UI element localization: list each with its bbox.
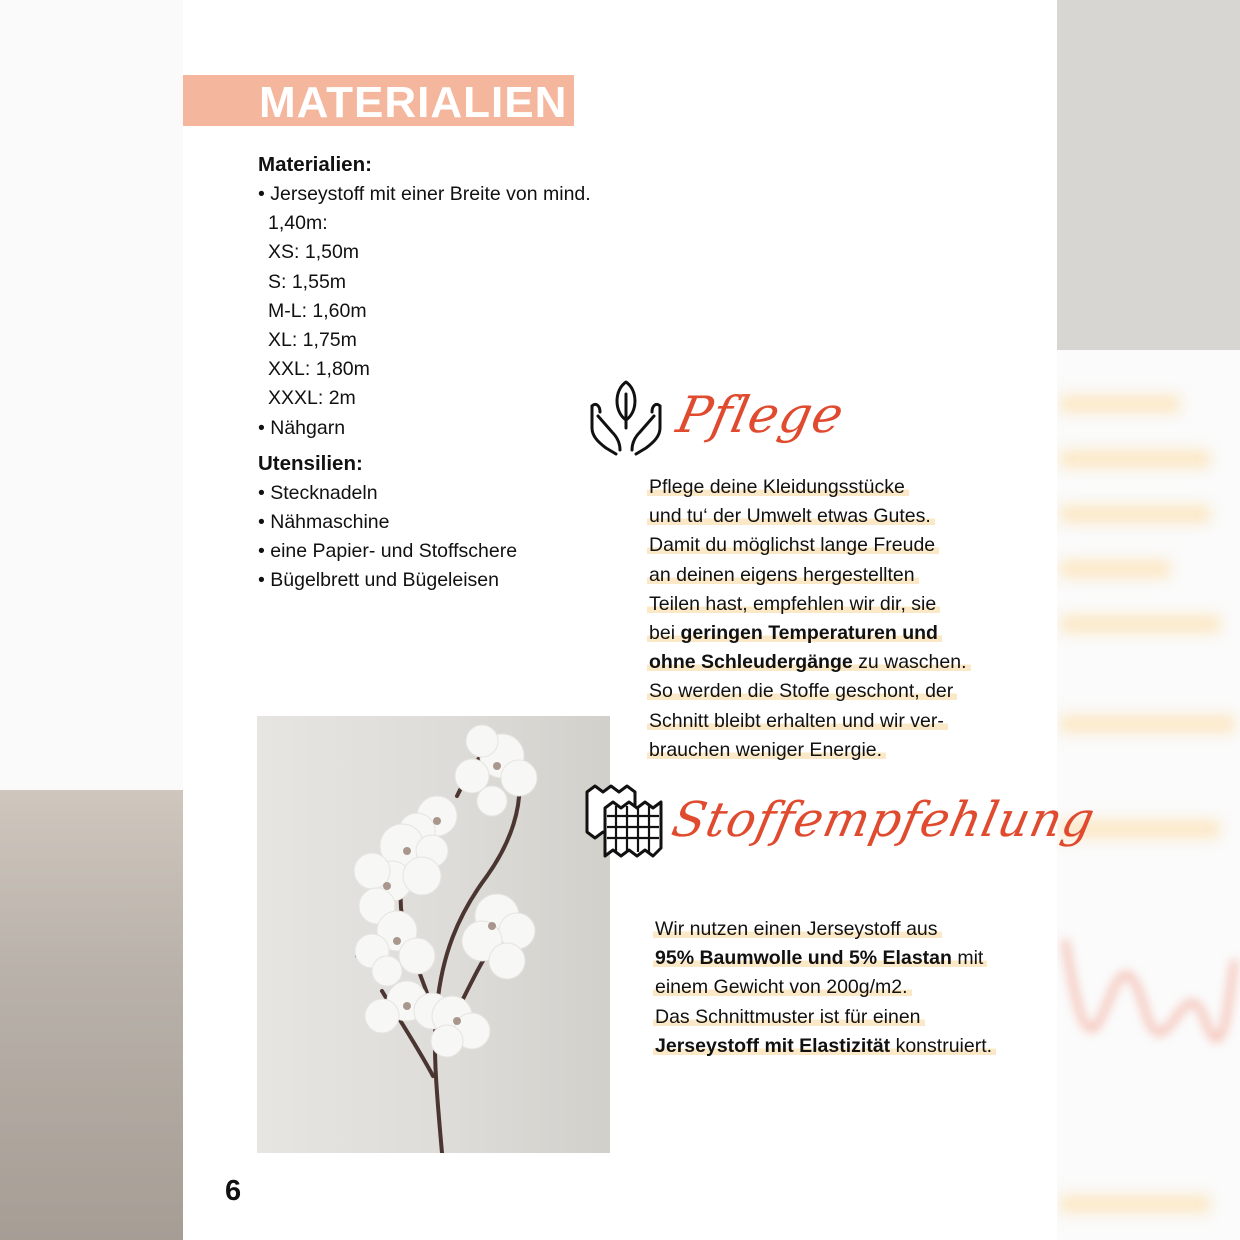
bg-left-top-panel (0, 0, 190, 790)
list-item: • Jerseystoff mit einer Breite von mind. (258, 183, 591, 205)
list-item: XXL: 1,80m (268, 358, 370, 381)
care-line: und tu‘ der Umwelt etwas Gutes. (647, 505, 935, 527)
bg-highlight (1060, 615, 1220, 633)
bg-left-bottom-panel (0, 790, 190, 1240)
fabric-line: einem Gewicht von 200g/m2. (653, 976, 912, 998)
care-line: Damit du möglichst lange Freude (647, 534, 939, 556)
page-title: MATERIALIEN (259, 78, 568, 127)
care-line (647, 622, 942, 644)
bg-highlight (1060, 715, 1235, 733)
care-line: an deinen eigens hergestellten (647, 564, 919, 586)
list-item: • eine Papier- und Stoffschere (258, 540, 518, 563)
care-line: brauchen weniger Energie. (647, 739, 886, 761)
care-text (647, 473, 971, 765)
bg-highlight (1060, 560, 1170, 578)
list-item: S: 1,55m (268, 270, 347, 293)
care-line: Schnitt bleibt erhalten und wir ver- (647, 710, 948, 732)
care-line: Pflege deine Kleidungsstücke (647, 476, 909, 498)
list-item: XXXL: 2m (268, 387, 356, 410)
list-item: XS: 1,50m (268, 241, 360, 264)
fabric-line-post: konstruiert. (890, 1034, 993, 1057)
care-title: Pflege (671, 386, 850, 444)
care-line: So werden die Stoffe geschont, der (647, 680, 957, 702)
list-item: • Nähgarn (258, 416, 346, 439)
bg-highlight (1060, 450, 1210, 468)
fabric-line-post: mit (951, 947, 984, 970)
cotton-branch-illustration (257, 716, 610, 1153)
tools-heading: Utensilien: (258, 451, 363, 475)
fabric-bold-phrase: Jerseystoff mit Elastizität (655, 1034, 891, 1057)
page-number: 6 (225, 1175, 242, 1207)
fabric-line (653, 947, 987, 969)
bg-highlight (1060, 395, 1180, 413)
care-line: Teilen hast, empfehlen wir dir, sie (647, 593, 940, 615)
fabric-bold-phrase: 95% Baumwolle und 5% Elastan (655, 947, 952, 970)
fabric-text (653, 915, 996, 1061)
materials-column (258, 150, 618, 596)
bg-script-blur (1055, 900, 1240, 1070)
fabric-line: Das Schnittmuster ist für einen (653, 1006, 925, 1028)
care-bold-phrase: geringen Temperaturen und (680, 621, 938, 644)
cotton-photo (257, 716, 610, 1153)
list-item: • Bügelbrett und Bügeleisen (258, 569, 499, 592)
care-line-post: zu waschen. (852, 651, 967, 674)
bg-highlight (1060, 505, 1210, 523)
care-line-pre: bei (649, 621, 681, 644)
materials-heading: Materialien: (258, 153, 372, 176)
bg-right-top-panel (1050, 0, 1240, 350)
list-item: • Stecknadeln (258, 481, 378, 504)
list-item: • Nähmaschine (258, 511, 390, 534)
care-bold-phrase: ohne Schleudergänge (649, 651, 853, 674)
list-item: XL: 1,75m (268, 329, 357, 352)
list-item: M-L: 1,60m (268, 299, 367, 322)
list-item: 1,40m: (268, 212, 328, 235)
bg-highlight (1060, 1195, 1210, 1213)
hands-leaf-icon (586, 376, 666, 456)
fabric-title: Stoffempfehlung (667, 792, 1101, 848)
page (183, 0, 1101, 1240)
fabric-swatch-icon (583, 782, 665, 862)
care-line (647, 651, 971, 673)
fabric-line (653, 1035, 996, 1057)
fabric-line: Wir nutzen einen Jerseystoff aus (653, 918, 942, 940)
